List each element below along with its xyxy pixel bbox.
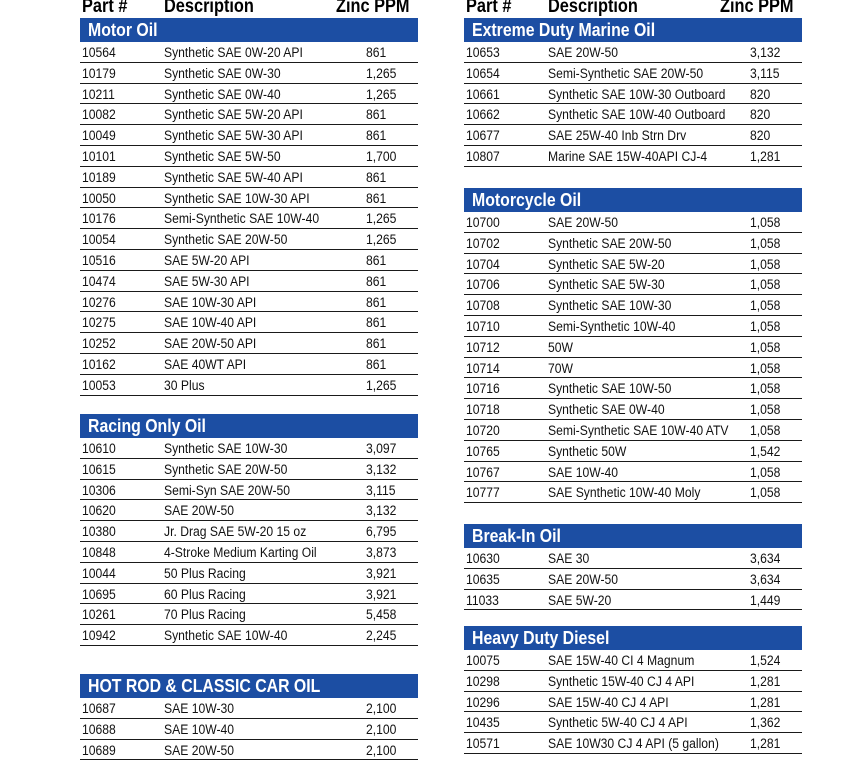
part-number: 10564 [82,45,116,60]
description: SAE 20W-50 [548,45,619,60]
section-hot-rod-classic-car-oil [80,674,418,760]
section-title [464,524,802,548]
part-number: 10807 [466,148,500,164]
table-row [464,337,802,358]
column-header [464,0,802,18]
part-number: 10176 [82,211,116,227]
table-row [464,63,802,84]
table-row [464,482,802,503]
description: 4-Stroke Medium Karting Oil [164,544,317,560]
part-number: 10942 [82,628,116,644]
part-number: 10082 [82,107,116,123]
zinc-ppm: 3,634 [750,571,781,587]
part-number: 10101 [82,148,116,164]
description: 50W [548,339,573,355]
zinc-ppm: 861 [366,336,387,352]
description: Semi-Synthetic 10W-40 [548,318,676,334]
section-title-text: HOT ROD & CLASSIC CAR OIL [88,676,321,696]
table-row [80,740,418,761]
zinc-ppm: 3,921 [366,565,397,581]
part-number: 10689 [82,742,116,758]
zinc-ppm: 820 [750,128,771,144]
zinc-ppm: 1,362 [750,715,781,731]
description: SAE 20W-50 [164,503,235,519]
section-title [80,674,418,698]
section-title-text: Motorcycle Oil [472,190,582,210]
part-number: 10687 [82,701,116,716]
part-number: 10720 [466,422,500,438]
table-row [464,590,802,611]
right-column [464,0,802,752]
part-number: 10044 [82,565,116,581]
part-number: 10662 [466,107,500,123]
table-row [80,146,418,167]
zinc-ppm: 1,058 [750,360,781,376]
zinc-ppm: 1,058 [750,318,781,334]
description: Synthetic SAE 20W-50 [164,461,288,477]
part-number: 10054 [82,232,116,248]
table-row [80,188,418,209]
part-number: 10712 [466,339,500,355]
description-header: Description [548,0,638,17]
description: 60 Plus Racing [164,586,246,602]
part-number: 10306 [82,482,116,498]
section-title [80,18,418,42]
table-row [464,295,802,316]
description: Synthetic SAE 20W-50 [164,232,288,248]
part-number: 10677 [466,128,500,144]
zinc-ppm: 1,542 [750,443,781,459]
part-number-header: Part # [466,0,512,17]
section-title-text: Motor Oil [88,20,158,40]
section-title [464,188,802,212]
zinc-ppm: 1,058 [750,298,781,314]
table-row [80,480,418,501]
zinc-ppm: 1,058 [750,215,781,230]
zinc-ppm: 861 [366,273,387,289]
part-number: 10767 [466,464,500,480]
zinc-ppm: 1,265 [366,232,397,248]
table-row [80,375,418,396]
description: Synthetic SAE 10W-50 [548,381,672,397]
description: Synthetic SAE 10W-40 Outboard [548,107,726,123]
zinc-ppm: 1,058 [750,381,781,397]
description: Marine SAE 15W-40API CJ-4 [548,148,708,164]
part-number: 10179 [82,65,116,81]
part-number: 10516 [82,252,116,268]
part-number: 10615 [82,461,116,477]
part-number: 10571 [466,736,500,752]
description: Synthetic SAE 20W-50 [548,235,672,251]
table-row [464,358,802,379]
description: Synthetic 15W-40 CJ 4 API [548,673,695,689]
table-row [464,548,802,569]
section-title [80,414,418,438]
part-number: 10252 [82,336,116,352]
part-number: 10162 [82,356,116,372]
description: SAE 10W-40 [548,464,619,480]
table-row [80,719,418,740]
description: SAE 20W-50 API [164,336,257,352]
zinc-ppm: 3,132 [366,461,397,477]
zinc-ppm: 1,058 [750,277,781,293]
table-row [80,84,418,105]
table-row [464,441,802,462]
zinc-ppm: 1,058 [750,485,781,501]
table-row [464,233,802,254]
table-row [464,712,802,733]
table-row [80,292,418,313]
table-row [464,569,802,590]
part-number: 10211 [82,86,115,102]
table-row [464,378,802,399]
section-motor-oil [80,18,418,396]
table-row [464,104,802,125]
table-row [464,462,802,483]
description: SAE 10W-30 [164,701,235,716]
zinc-ppm: 1,058 [750,235,781,251]
table-row [464,420,802,441]
table-row [80,167,418,188]
table-row [80,542,418,563]
zinc-ppm: 1,281 [750,673,781,689]
description: SAE 5W-20 [548,592,612,608]
part-number: 11033 [466,592,499,608]
section-racing-only-oil [80,414,418,646]
description: SAE 5W-20 API [164,252,250,268]
description: Synthetic SAE 10W-30 [164,441,288,456]
part-number: 10474 [82,273,116,289]
part-number: 10630 [466,551,500,566]
description-header: Description [164,0,254,17]
zinc-ppm: 861 [366,169,387,185]
description: Synthetic SAE 5W-30 API [164,128,303,144]
description: Synthetic SAE 5W-50 [164,148,281,164]
table-row [80,698,418,719]
zinc-ppm: 861 [366,356,387,372]
part-number: 10848 [82,544,116,560]
description: SAE Synthetic 10W-40 Moly [548,485,701,501]
table-row [464,84,802,105]
part-number: 10275 [82,315,116,331]
description: SAE 40WT API [164,356,247,372]
zinc-ppm: 3,634 [750,551,781,566]
description: Synthetic SAE 0W-40 [164,86,281,102]
table-row [80,104,418,125]
zinc-ppm: 861 [366,190,387,206]
description: SAE 20W-50 [164,742,235,758]
zinc-ppm: 1,524 [750,653,781,668]
zinc-ppm: 6,795 [366,524,397,540]
section-break-in-oil [464,524,802,610]
description: Semi-Synthetic SAE 10W-40 ATV [548,422,729,438]
description: SAE 15W-40 CJ 4 API [548,694,669,710]
description: Synthetic SAE 5W-40 API [164,169,303,185]
part-number: 10716 [466,381,500,397]
left-column [80,0,418,758]
table-row [80,521,418,542]
part-number: 10718 [466,402,500,418]
description: Synthetic SAE 10W-40 [164,628,288,644]
table-row [80,584,418,605]
zinc-ppm: 1,281 [750,736,781,752]
table-row [80,63,418,84]
part-number: 10435 [466,715,500,731]
zinc-ppm: 861 [366,45,387,60]
zinc-ppm: 3,097 [366,441,397,456]
description: SAE 5W-30 API [164,273,250,289]
zinc-ppm: 3,132 [366,503,397,519]
section-title-text: Racing Only Oil [88,416,206,436]
description: SAE 20W-50 [548,215,619,230]
zinc-ppm: 1,058 [750,339,781,355]
description: Semi-Synthetic SAE 20W-50 [548,65,704,81]
zinc-ppm: 2,245 [366,628,397,644]
part-number: 10050 [82,190,116,206]
table-row [80,354,418,375]
zinc-ppm: 861 [366,107,387,123]
description: 30 Plus [164,377,205,393]
zinc-ppm: 1,281 [750,148,781,164]
description: Synthetic SAE 0W-30 [164,65,281,81]
part-number: 10049 [82,128,116,144]
section-title-text: Extreme Duty Marine Oil [472,20,656,40]
zinc-ppm: 1,058 [750,422,781,438]
zinc-ppm: 2,100 [366,742,397,758]
zinc-ppm: 3,921 [366,586,397,602]
description: Synthetic SAE 5W-20 [548,256,665,272]
zinc-ppm-header: Zinc PPM [336,0,410,17]
description: SAE 15W-40 CI 4 Magnum [548,653,695,668]
zinc-ppm: 3,873 [366,544,397,560]
zinc-ppm: 1,265 [366,377,397,393]
description: Synthetic 50W [548,443,627,459]
table-row [80,42,418,63]
description: SAE 10W-40 API [164,315,257,331]
zinc-ppm: 3,115 [750,65,780,81]
description: 70 Plus Racing [164,607,246,623]
table-row [464,733,802,754]
description: Synthetic SAE 5W-30 [548,277,665,293]
part-number-header: Part # [82,0,128,17]
description: Jr. Drag SAE 5W-20 15 oz [164,524,307,540]
part-number: 10380 [82,524,116,540]
zinc-ppm: 1,449 [750,592,781,608]
table-row [80,208,418,229]
table-row [464,254,802,275]
section-title [464,18,802,42]
zinc-ppm: 1,700 [366,148,397,164]
column-header [80,0,418,18]
description: SAE 10W-30 API [164,294,257,310]
description: Synthetic SAE 0W-40 [548,402,665,418]
zinc-ppm: 861 [366,294,387,310]
section-title-text: Break-In Oil [472,526,561,546]
part-number: 10298 [466,673,500,689]
part-number: 10710 [466,318,500,334]
zinc-ppm: 1,058 [750,402,781,418]
table-row [80,438,418,459]
section-extreme-duty-marine-oil [464,18,802,167]
part-number: 10075 [466,653,500,668]
zinc-ppm: 1,265 [366,86,397,102]
zinc-ppm: 861 [366,128,387,144]
table-row [464,650,802,671]
zinc-ppm: 1,058 [750,256,781,272]
table-row [464,146,802,167]
part-number: 10189 [82,169,116,185]
table-row [80,271,418,292]
part-number: 10296 [466,694,500,710]
part-number: 10661 [466,86,500,102]
table-row [464,274,802,295]
table-row [80,312,418,333]
zinc-ppm: 1,265 [366,211,397,227]
zinc-ppm: 1,281 [750,694,781,710]
table-row [464,125,802,146]
description: 50 Plus Racing [164,565,246,581]
description: 70W [548,360,573,376]
part-number: 10276 [82,294,116,310]
part-number: 10700 [466,215,500,230]
table-row [80,125,418,146]
part-number: 10654 [466,65,500,81]
zinc-ppm: 3,115 [366,482,396,498]
zinc-ppm: 820 [750,107,771,123]
section-motorcycle-oil [464,188,802,503]
description: Synthetic SAE 10W-30 API [164,190,310,206]
description: Semi-Syn SAE 20W-50 [164,482,291,498]
description: Synthetic 5W-40 CJ 4 API [548,715,688,731]
description: Synthetic SAE 0W-20 API [164,45,303,60]
zinc-ppm: 1,265 [366,65,397,81]
section-title [464,626,802,650]
part-number: 10704 [466,256,500,272]
description: SAE 10W30 CJ 4 API (5 gallon) [548,736,719,752]
table-row [80,500,418,521]
zinc-ppm-header: Zinc PPM [720,0,794,17]
table-row [464,316,802,337]
part-number: 10635 [466,571,500,587]
description: Synthetic SAE 10W-30 [548,298,672,314]
description: SAE 20W-50 [548,571,619,587]
part-number: 10653 [466,45,500,60]
zinc-ppm: 3,132 [750,45,781,60]
part-number: 10714 [466,360,500,376]
section-title-text: Heavy Duty Diesel [472,628,610,648]
part-number: 10702 [466,235,500,251]
part-number: 10777 [466,485,500,501]
description: Synthetic SAE 10W-30 Outboard [548,86,726,102]
zinc-ppm: 2,100 [366,721,397,737]
part-number: 10688 [82,721,116,737]
table-row [80,250,418,271]
table-row [80,229,418,250]
part-number: 10695 [82,586,116,602]
zinc-ppm: 820 [750,86,771,102]
part-number: 10706 [466,277,500,293]
zinc-ppm: 861 [366,252,387,268]
description: SAE 25W-40 Inb Strn Drv [548,128,687,144]
zinc-ppm: 861 [366,315,387,331]
part-number: 10053 [82,377,116,393]
table-row [464,212,802,233]
description: Semi-Synthetic SAE 10W-40 [164,211,320,227]
part-number: 10620 [82,503,116,519]
table-row [464,399,802,420]
part-number: 10765 [466,443,500,459]
section-heavy-duty-diesel [464,626,802,754]
table-row [464,671,802,692]
table-row [80,459,418,480]
part-number: 10261 [82,607,116,623]
description: SAE 30 [548,551,590,566]
zinc-ppm: 5,458 [366,607,397,623]
part-number: 10708 [466,298,500,314]
table-row [80,333,418,354]
zinc-ppm: 2,100 [366,701,397,716]
table-row [80,563,418,584]
zinc-ppm: 1,058 [750,464,781,480]
table-row [464,42,802,63]
part-number: 10610 [82,441,116,456]
description: SAE 10W-40 [164,721,235,737]
table-row [80,604,418,625]
description: Synthetic SAE 5W-20 API [164,107,303,123]
table-row [464,692,802,713]
table-row [80,625,418,646]
